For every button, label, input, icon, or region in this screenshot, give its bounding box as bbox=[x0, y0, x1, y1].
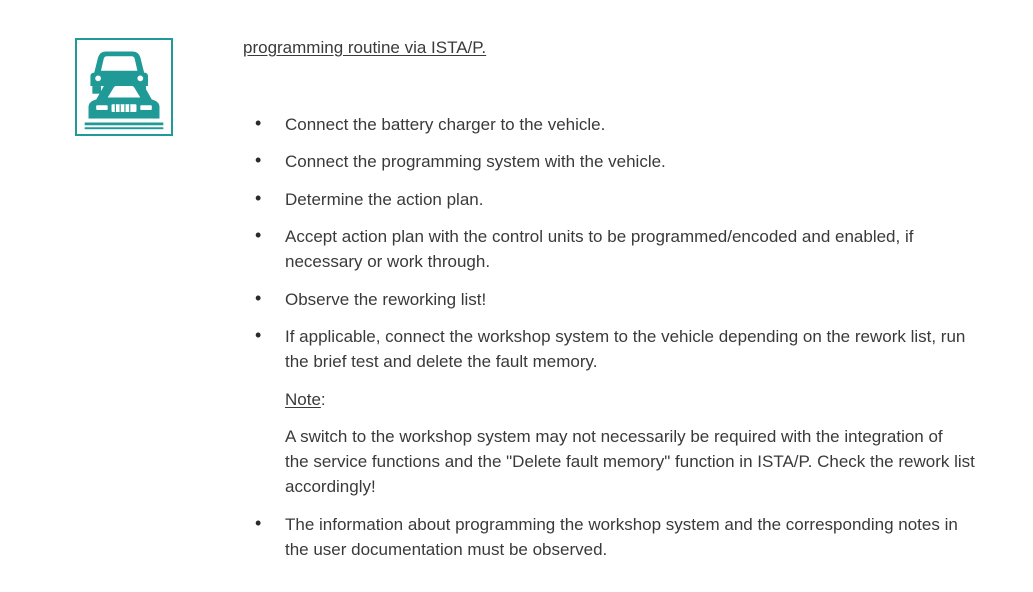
list-item-line: the brief test and delete the fault memory. bbox=[285, 352, 598, 371]
list-item-line: Connect the programming system with the vehicle. bbox=[285, 152, 666, 171]
list-item-line: The information about programming the workshop system and the corresponding notes in bbox=[285, 515, 958, 534]
list-item-line: Determine the action plan. bbox=[285, 190, 484, 209]
list-item-line: If applicable, connect the workshop system to the vehicle depending on the rework list, run bbox=[285, 327, 966, 346]
bullet-icon: • bbox=[255, 288, 262, 308]
list-item-line: the user documentation must be observed. bbox=[285, 540, 608, 559]
bullet-icon: • bbox=[255, 150, 262, 170]
list-item-line: necessary or work through. bbox=[285, 252, 491, 271]
vehicle-programming-icon bbox=[75, 38, 173, 136]
list-item-line: Connect the battery charger to the vehicle. bbox=[285, 115, 606, 134]
note-text-line: A switch to the workshop system may not necessarily be required with the integration of bbox=[285, 427, 943, 446]
bullet-icon: • bbox=[255, 325, 262, 345]
section-heading-link[interactable]: programming routine via ISTA/P. bbox=[243, 38, 487, 57]
note-suffix: : bbox=[320, 390, 326, 409]
bullet-icon: • bbox=[255, 188, 262, 208]
note-text-line: the service functions and the "Delete fault memory" function in ISTA/P. Check the rework list bbox=[285, 452, 975, 471]
note-text-line: accordingly! bbox=[285, 477, 376, 496]
bullet-icon: • bbox=[255, 225, 262, 245]
bullet-icon: • bbox=[255, 513, 262, 533]
bullet-icon: • bbox=[255, 113, 262, 133]
note-heading bbox=[285, 387, 326, 412]
note-label: Note bbox=[285, 390, 321, 409]
list-item-line: Observe the reworking list! bbox=[285, 290, 487, 309]
list-item-line: Accept action plan with the control units to be programmed/encoded and enabled, if bbox=[285, 227, 914, 246]
